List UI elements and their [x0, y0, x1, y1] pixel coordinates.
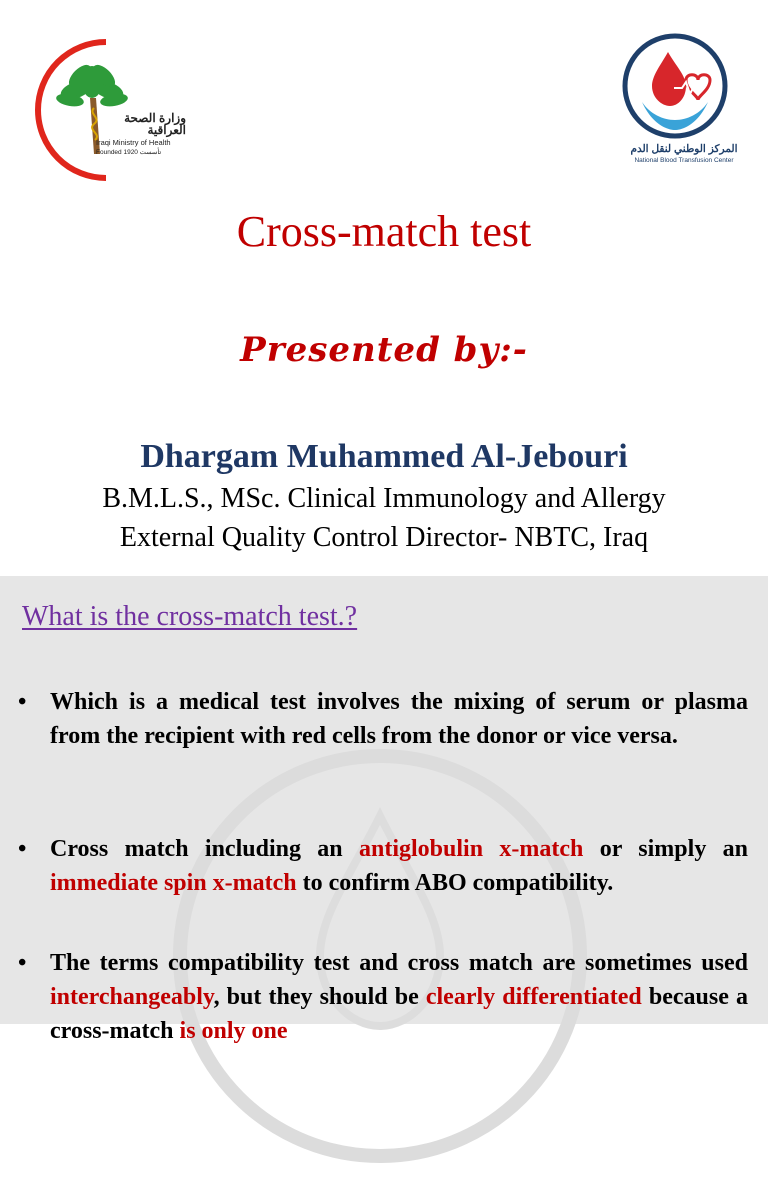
palm-tree-logo-icon [14, 20, 186, 190]
moh-founded: Founded 1920 تأسست [96, 148, 162, 156]
bullet-text-part: Cross match including an [50, 836, 359, 862]
bullet-item [18, 685, 748, 753]
bullet-symbol: • [18, 689, 27, 715]
bullet-text-part: or simply an [583, 836, 749, 862]
author-credential-degrees: B.M.L.S., MSc. Clinical Immunology and Allergy [102, 483, 666, 514]
bullet-text-part: The terms compatibility test and cross match are sometimes used [50, 950, 748, 976]
highlighted-term: clearly differentiated [425, 984, 642, 1010]
bullet-symbol: • [18, 950, 27, 976]
slide-title: Cross-match test [236, 207, 532, 256]
author-credential-position: External Quality Control Director- NBTC, Iraq [119, 522, 649, 553]
bullet-text-part: because a cross-match [50, 984, 749, 1044]
bullet-text-part: Which is a medical test involves the mixing of serum or plasma from the recipient with red cells from the donor or vice versa. [50, 689, 748, 749]
author-name: Dhargam Muhammed Al-Jebouri [140, 438, 628, 475]
highlighted-term: antiglobulin x-match [359, 836, 584, 862]
bullet-text-part: , but they should be [213, 984, 426, 1010]
bullet-text-part: to confirm ABO compatibility. [296, 870, 614, 896]
nbtc-arabic-name: المركز الوطني لنقل الدم [630, 143, 738, 155]
moh-arabic-name: وزارة الصحة العراقية [124, 111, 186, 137]
content-slide [0, 576, 768, 1044]
bullet-text [50, 832, 748, 900]
moh-logo-text [96, 112, 186, 156]
moh-english-name: Iraqi Ministry of Health [96, 138, 171, 147]
highlighted-term: immediate spin x-match [50, 870, 297, 896]
bullet-symbol: • [18, 836, 27, 862]
nbtc-english-name: National Blood Transfusion Center [634, 156, 734, 164]
title-slide [0, 0, 768, 576]
slide-heading: What is the cross-match test.? [22, 601, 358, 632]
presented-by-label: Presented by:- [240, 330, 528, 370]
bullet-text [50, 946, 748, 1048]
nbtc-logo-text [600, 144, 768, 164]
highlighted-term: is only one [179, 1018, 288, 1044]
bullet-item [18, 832, 748, 900]
bullet-item [18, 946, 748, 1048]
highlighted-term: interchangeably [50, 984, 214, 1010]
bullet-text [50, 685, 748, 753]
